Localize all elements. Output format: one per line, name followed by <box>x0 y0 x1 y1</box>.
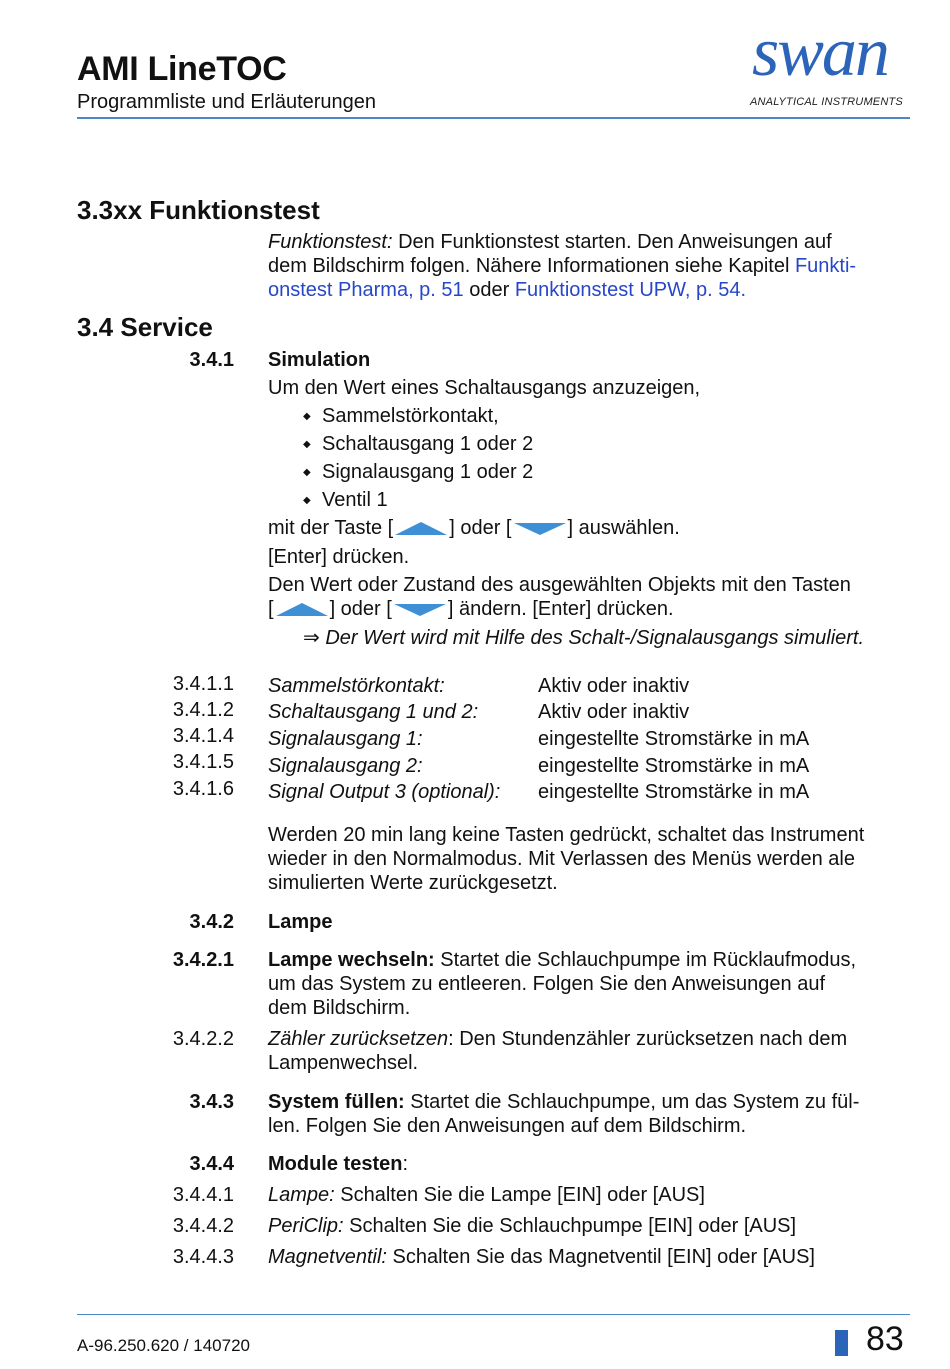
table-row-number: 3.4.1.6 <box>172 778 234 800</box>
lamp-change-description: Lampe wechseln: Startet die Schlauchpumpe im Rücklaufmodus, um das System zu entleeren. Folgen Sie den Anweisungen auf dem Bildschirm. <box>268 949 857 1019</box>
section-heading-funktionstest: 3.3xx Funktionstest <box>77 195 320 225</box>
list-item-number: 3.4.4.3 <box>172 1246 234 1268</box>
module-test-title: Module testen: <box>268 1153 409 1175</box>
link-period: . <box>740 279 747 301</box>
section-number-3-4-3: 3.4.3 <box>189 1091 234 1113</box>
simulation-enter-instruction: [Enter] drücken. <box>268 546 410 568</box>
lamp-title: Lampe <box>268 911 333 933</box>
simulation-intro: Um den Wert eines Schaltausgangs anzuzeigen, <box>268 377 701 399</box>
list-item: ◆ Schaltausgang 1 oder 2 <box>303 432 533 456</box>
table-row-label: Schaltausgang 1 und 2: <box>268 701 479 723</box>
swan-logo-tagline: ANALYTICAL INSTRUMENTS <box>750 96 903 108</box>
list-item-number: 3.4.4.1 <box>172 1184 234 1206</box>
list-item: ◆ Signalausgang 1 oder 2 <box>303 460 533 484</box>
table-row-number: 3.4.1.4 <box>172 725 234 747</box>
simulation-result: ⇒ Der Wert wird mit Hilfe des Schalt-/Signalausgangs simuliert. <box>303 627 865 649</box>
funktionstest-term: Funktionstest: <box>268 231 393 253</box>
simulation-title: Simulation <box>268 349 371 371</box>
simulation-select-instruction: mit der Taste [ ] oder [ ] auswählen. <box>268 517 680 539</box>
table-row-label: Sammelstörkontakt: <box>268 675 445 697</box>
down-arrow-key-icon <box>392 601 448 617</box>
document-title: AMI LineTOC <box>77 50 287 88</box>
link-funktionstest-pharma-b[interactable]: onstest Pharma, p. 51 <box>268 279 464 301</box>
system-fill-description: System füllen: Startet die Schlauchpumpe, um das System zu fül- len. Folgen Sie den Anweisungen auf dem Bildschirm. <box>268 1091 860 1137</box>
list-item: ◆ Sammelstörkontakt, <box>303 404 499 428</box>
funktionstest-description <box>268 230 918 302</box>
simulation-change-instruction: Den Wert oder Zustand des ausgewählten Objekts mit den Tasten [ ] oder [ ] ändern. [Enter] drücken. <box>268 574 851 620</box>
swan-logo: swan <box>752 14 888 91</box>
link-funktionstest-upw[interactable]: Funktionstest UPW, p. 54 <box>514 279 741 301</box>
list-item: Magnetventil: Schalten Sie das Magnetventil [EIN] oder [AUS] <box>268 1246 815 1268</box>
page-number: 83 <box>866 1320 904 1358</box>
down-arrow-key-icon <box>512 520 568 536</box>
simulation-timeout-note: Werden 20 min lang keine Tasten gedrückt, schaltet das Instrument wieder in den Normalmodus. Mit Verlassen des Menüs werden ale simulierten Werte zurückgesetzt. <box>268 824 865 894</box>
table-row-number: 3.4.1.2 <box>172 699 234 721</box>
link-funktionstest-pharma-a[interactable]: Funkti- <box>794 255 857 277</box>
document-number: A-96.250.620 / 140720 <box>77 1336 250 1355</box>
page-marker <box>835 1330 848 1356</box>
table-row-number: 3.4.1.5 <box>172 751 234 773</box>
funktionstest-text-2: dem Bildschirm folgen. Nähere Informationen siehe Kapitel <box>268 255 795 277</box>
table-row-label: Signal Output 3 (optional): <box>268 781 501 803</box>
table-row-value: eingestellte Stromstärke in mA <box>538 728 810 750</box>
funktionstest-text-1: Den Funktionstest starten. Den Anweisungen auf <box>392 231 832 253</box>
funktionstest-oder: oder <box>463 279 515 301</box>
footer-divider <box>77 1314 910 1315</box>
table-row-value: Aktiv oder inaktiv <box>538 675 690 697</box>
document-subtitle: Programmliste und Erläuterungen <box>77 91 377 113</box>
list-item: ◆ Ventil 1 <box>303 488 388 512</box>
table-row-label: Signalausgang 1: <box>268 728 423 750</box>
header-divider <box>77 117 910 119</box>
section-number-3-4-2-1: 3.4.2.1 <box>172 949 234 971</box>
list-item: Lampe: Schalten Sie die Lampe [EIN] oder [AUS] <box>268 1184 705 1206</box>
table-row-label: Signalausgang 2: <box>268 755 423 777</box>
list-item: PeriClip: Schalten Sie die Schlauchpumpe [EIN] oder [AUS] <box>268 1215 797 1237</box>
table-row-number: 3.4.1.1 <box>172 673 234 695</box>
result-arrow-icon: ⇒ <box>303 627 320 649</box>
table-row-value: eingestellte Stromstärke in mA <box>538 755 810 777</box>
table-row-value: eingestellte Stromstärke in mA <box>538 781 810 803</box>
section-number-3-4-2-2: 3.4.2.2 <box>172 1028 234 1050</box>
table-row-value: Aktiv oder inaktiv <box>538 701 690 723</box>
lamp-reset-description: Zähler zurücksetzen: Den Stundenzähler zurücksetzen nach dem Lampenwechsel. <box>268 1028 848 1074</box>
section-number-3-4-4: 3.4.4 <box>189 1153 234 1175</box>
up-arrow-key-icon <box>393 520 449 536</box>
up-arrow-key-icon <box>274 601 330 617</box>
section-heading-service: 3.4 Service <box>77 312 213 342</box>
section-number-3-4-1: 3.4.1 <box>189 349 234 371</box>
section-number-3-4-2: 3.4.2 <box>189 911 234 933</box>
list-item-number: 3.4.4.2 <box>172 1215 234 1237</box>
